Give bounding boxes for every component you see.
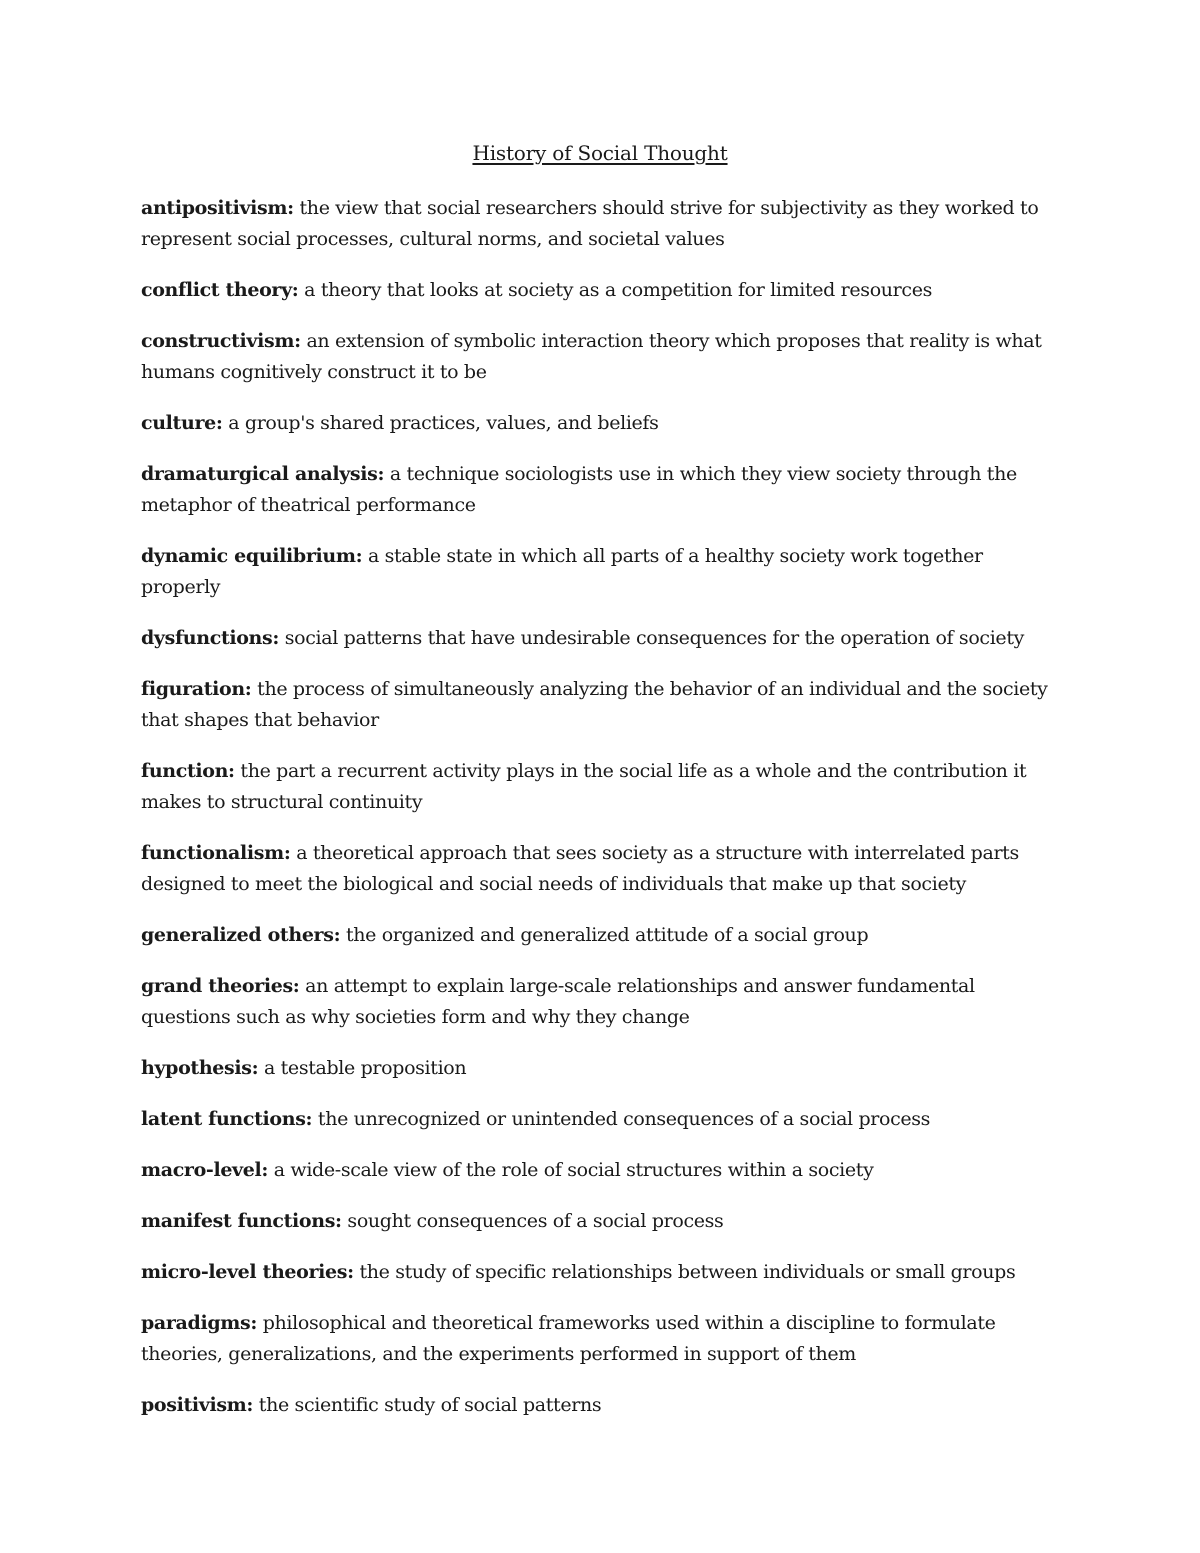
glossary-entry bbox=[141, 1308, 1066, 1370]
glossary-term: conflict theory: bbox=[141, 279, 299, 301]
glossary-term: antipositivism: bbox=[141, 197, 294, 219]
glossary-term: latent functions: bbox=[141, 1108, 313, 1130]
glossary-definition: the part a recurrent activity plays in the social life as a whole and the contribution it makes to structural continuity bbox=[141, 760, 1027, 813]
glossary-term: generalized others: bbox=[141, 924, 341, 946]
glossary-entry bbox=[141, 408, 1066, 439]
glossary-definition: a theoretical approach that sees society as a structure with interrelated parts designed to meet the biological and social needs of individuals that make up that society bbox=[141, 842, 1019, 895]
glossary-definition: social patterns that have undesirable consequences for the operation of society bbox=[284, 627, 1024, 649]
glossary-term: function: bbox=[141, 760, 235, 782]
glossary-definition: a group's shared practices, values, and beliefs bbox=[228, 412, 659, 434]
glossary-entry bbox=[141, 459, 1066, 521]
glossary-entry bbox=[141, 623, 1066, 654]
glossary-term: positivism: bbox=[141, 1394, 254, 1416]
glossary-entry bbox=[141, 275, 1066, 306]
glossary-term: dynamic equilibrium: bbox=[141, 545, 363, 567]
glossary-entry bbox=[141, 920, 1066, 951]
glossary-term: culture: bbox=[141, 412, 223, 434]
glossary-entry bbox=[141, 1206, 1066, 1237]
glossary-definition: an extension of symbolic interaction theory which proposes that reality is what humans cognitively construct it to be bbox=[141, 330, 1042, 383]
glossary-definition: a wide-scale view of the role of social structures within a society bbox=[273, 1159, 874, 1181]
glossary-entry bbox=[141, 1257, 1066, 1288]
glossary-list bbox=[141, 193, 1066, 1441]
glossary-entry bbox=[141, 541, 1066, 603]
glossary-definition: the organized and generalized attitude of a social group bbox=[345, 924, 869, 946]
glossary-definition: the view that social researchers should strive for subjectivity as they worked to represent social processes, cultural norms, and societal values bbox=[141, 197, 1039, 250]
glossary-term: manifest functions: bbox=[141, 1210, 342, 1232]
glossary-term: constructivism: bbox=[141, 330, 301, 352]
glossary-entry bbox=[141, 838, 1066, 900]
glossary-entry bbox=[141, 193, 1066, 255]
glossary-term: figuration: bbox=[141, 678, 252, 700]
glossary-entry bbox=[141, 971, 1066, 1033]
glossary-definition: the scientific study of social patterns bbox=[258, 1394, 602, 1416]
glossary-term: hypothesis: bbox=[141, 1057, 259, 1079]
glossary-definition: the unrecognized or unintended consequences of a social process bbox=[317, 1108, 931, 1130]
document-title: History of Social Thought bbox=[472, 141, 728, 165]
glossary-entry bbox=[141, 1390, 1066, 1421]
glossary-definition: a theory that looks at society as a competition for limited resources bbox=[304, 279, 933, 301]
glossary-definition: a technique sociologists use in which they view society through the metaphor of theatrical performance bbox=[141, 463, 1017, 516]
glossary-definition: the study of specific relationships between individuals or small groups bbox=[359, 1261, 1016, 1283]
glossary-term: macro-level: bbox=[141, 1159, 269, 1181]
glossary-term: dysfunctions: bbox=[141, 627, 280, 649]
glossary-entry bbox=[141, 326, 1066, 388]
glossary-definition: an attempt to explain large-scale relationships and answer fundamental questions such as why societies form and why they change bbox=[141, 975, 975, 1028]
glossary-entry bbox=[141, 756, 1066, 818]
glossary-term: functionalism: bbox=[141, 842, 291, 864]
glossary-term: grand theories: bbox=[141, 975, 300, 997]
glossary-definition: sought consequences of a social process bbox=[347, 1210, 724, 1232]
glossary-entry bbox=[141, 1104, 1066, 1135]
glossary-definition: the process of simultaneously analyzing the behavior of an individual and the society that shapes that behavior bbox=[141, 678, 1048, 731]
glossary-entry bbox=[141, 674, 1066, 736]
glossary-definition: philosophical and theoretical frameworks used within a discipline to formulate theories, generalizations, and the experiments performed in support of them bbox=[141, 1312, 996, 1365]
glossary-entry bbox=[141, 1155, 1066, 1186]
glossary-definition: a stable state in which all parts of a healthy society work together properly bbox=[141, 545, 983, 598]
glossary-term: paradigms: bbox=[141, 1312, 258, 1334]
glossary-term: micro-level theories: bbox=[141, 1261, 354, 1283]
glossary-term: dramaturgical analysis: bbox=[141, 463, 385, 485]
glossary-definition: a testable proposition bbox=[263, 1057, 467, 1079]
glossary-entry bbox=[141, 1053, 1066, 1084]
